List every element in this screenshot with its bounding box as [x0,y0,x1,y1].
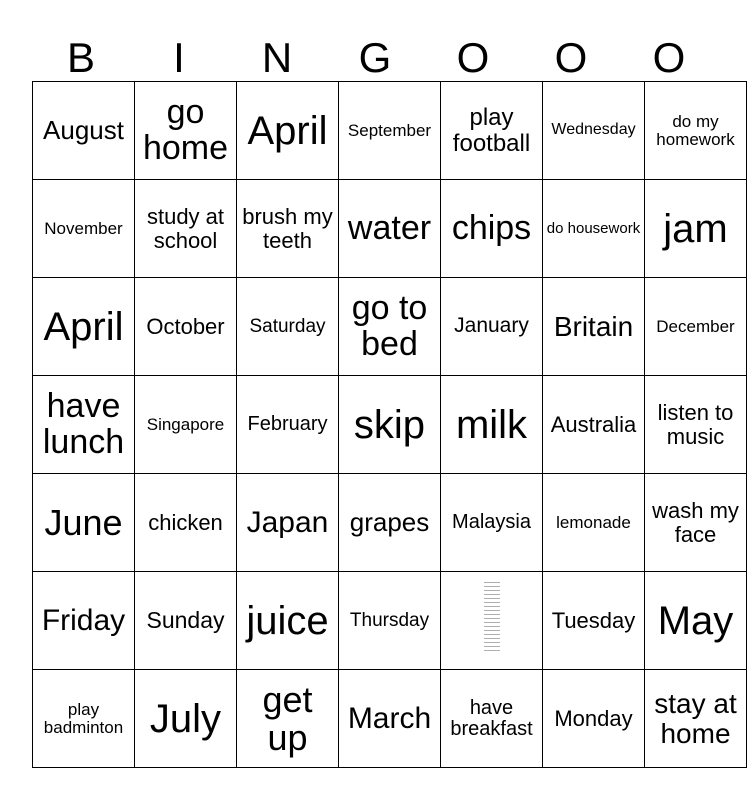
bingo-cell[interactable]: Monday [543,670,645,768]
bingo-header [32,34,720,82]
bingo-cell[interactable]: April [237,82,339,180]
bingo-cell[interactable]: Singapore [135,376,237,474]
bingo-cell[interactable]: Sunday [135,572,237,670]
bingo-cell[interactable]: milk [441,376,543,474]
header-letter: G [358,34,392,81]
bingo-grid [32,81,747,768]
bingo-cell[interactable]: have lunch [33,376,135,474]
bingo-cell[interactable]: water [339,180,441,278]
bingo-cell[interactable]: chips [441,180,543,278]
bingo-cell[interactable]: Japan [237,474,339,572]
bingo-cell[interactable]: skip [339,376,441,474]
bingo-cell[interactable]: July [135,670,237,768]
bingo-cell[interactable]: brush my teeth [237,180,339,278]
bingo-cell[interactable]: Britain [543,278,645,376]
grid-row [33,474,747,572]
header-letter: O [652,34,686,81]
bingo-cell[interactable]: November [33,180,135,278]
bingo-cell[interactable]: go to bed [339,278,441,376]
bingo-cell[interactable]: August [33,82,135,180]
bingo-cell[interactable]: Wednesday [543,82,645,180]
header-letter: O [456,34,490,81]
bingo-cell[interactable]: get up [237,670,339,768]
bingo-cell[interactable]: do housework [543,180,645,278]
bingo-cell[interactable]: December [645,278,747,376]
bingo-cell[interactable]: Saturday [237,278,339,376]
bingo-cell[interactable]: Malaysia [441,474,543,572]
bingo-cell[interactable]: do my homework [645,82,747,180]
bingo-cell[interactable]: play badminton [33,670,135,768]
bingo-cell[interactable]: have breakfast [441,670,543,768]
bingo-cell[interactable]: Friday [33,572,135,670]
bingo-cell[interactable]: study at school [135,180,237,278]
grid-row [33,670,747,768]
bingo-cell[interactable]: jam [645,180,747,278]
bingo-cell[interactable]: October [135,278,237,376]
bingo-cell[interactable]: Tuesday [543,572,645,670]
header-letter: B [66,34,95,81]
bingo-cell[interactable]: April [33,278,135,376]
bingo-cell[interactable]: wash my face [645,474,747,572]
grid-row [33,278,747,376]
bingo-cell[interactable]: juice [237,572,339,670]
header-letter: I [173,34,185,81]
free-space-image [484,582,500,654]
bingo-cell[interactable]: play football [441,82,543,180]
bingo-cell[interactable]: lemonade [543,474,645,572]
bingo-cell[interactable]: listen to music [645,376,747,474]
bingo-cell[interactable]: March [339,670,441,768]
bingo-cell[interactable]: January [441,278,543,376]
grid-row [33,376,747,474]
grid-row [33,572,747,670]
grid-row [33,180,747,278]
bingo-cell[interactable]: grapes [339,474,441,572]
bingo-cell[interactable]: June [33,474,135,572]
bingo-cell[interactable]: May [645,572,747,670]
header-letter: N [261,34,293,81]
bingo-cell[interactable]: go home [135,82,237,180]
bingo-cell[interactable]: stay at home [645,670,747,768]
bingo-cell[interactable]: Thursday [339,572,441,670]
free-space-cell[interactable] [441,572,543,670]
bingo-cell[interactable]: chicken [135,474,237,572]
header-letter: O [554,34,588,81]
bingo-cell[interactable]: September [339,82,441,180]
grid-row [33,82,747,180]
bingo-cell[interactable]: Australia [543,376,645,474]
bingo-cell[interactable]: February [237,376,339,474]
